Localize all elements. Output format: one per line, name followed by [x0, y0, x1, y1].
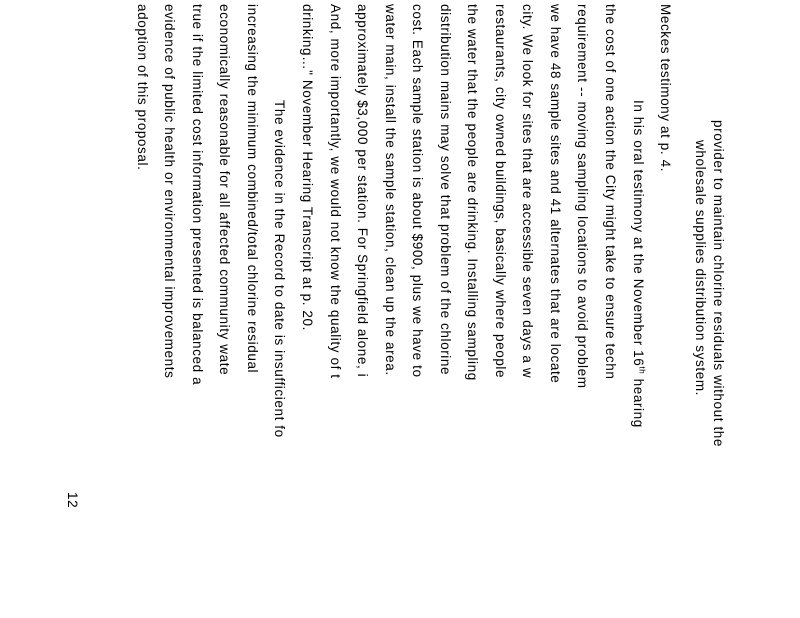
continuation-line-1: provider to maintain chlorine residuals without the — [711, 120, 726, 448]
paragraph1-line: restaurants, city owned buildings, basically where people — [493, 4, 508, 379]
paragraph1-line: drinking…" November Hearing Transcript at p. 20. — [300, 4, 315, 331]
paragraph1-line: approximately $3,000 per station. For Springfield alone, i — [355, 4, 370, 378]
paragraph1-line-1 — [630, 100, 646, 428]
page-number: 12 — [65, 492, 80, 509]
rotated-text-block — [65, 0, 726, 618]
paragraph1-line: city. We look for sites that are accessible seven days a w — [520, 4, 535, 379]
paragraph1-line-1-end: hearing — [631, 374, 646, 428]
ordinal-suffix: th — [637, 366, 647, 375]
paragraph1-line: cost. Each sample station is about $900, plus we have to — [410, 4, 425, 378]
paragraph2-line: increasing the minimum combined/total chlorine residual — [245, 4, 260, 374]
citation-meckes: Meckes testimony at p. 4. — [658, 4, 673, 173]
paragraph1-line: the cost of one action the City might take to ensure techn — [603, 4, 618, 380]
paragraph2-line: economically reasonable for all affected community wate — [217, 4, 232, 376]
paragraph2-line: evidence of public health or environmental improvements — [162, 4, 177, 379]
paragraph1-line: we have 48 sample sites and 41 alternates that are locate — [548, 4, 563, 384]
paragraph1-line: distribution mains may solve that problem of the chlorine — [438, 4, 453, 376]
paragraph1-line: And, more importantly, we would not know the quality of t — [328, 4, 343, 379]
continuation-line-2: wholesale supplies distribution system. — [693, 140, 708, 397]
paragraph1-line: water main, install the sample station, clean up the area. — [383, 4, 398, 376]
paragraph2-line: adoption of this proposal. — [135, 4, 150, 171]
paragraph1-line-1-text: In his oral testimony at the November 16 — [631, 100, 646, 367]
paragraph2-line: true if the limited cost information presented is balanced a — [190, 4, 205, 386]
paragraph2-line: The evidence in the Record to date is insufficient fo — [272, 100, 287, 438]
paragraph1-line: the water that the people are drinking. Installing sampling — [465, 4, 480, 381]
paragraph1-line: requirement -- moving sampling locations to avoid problem — [575, 4, 590, 389]
